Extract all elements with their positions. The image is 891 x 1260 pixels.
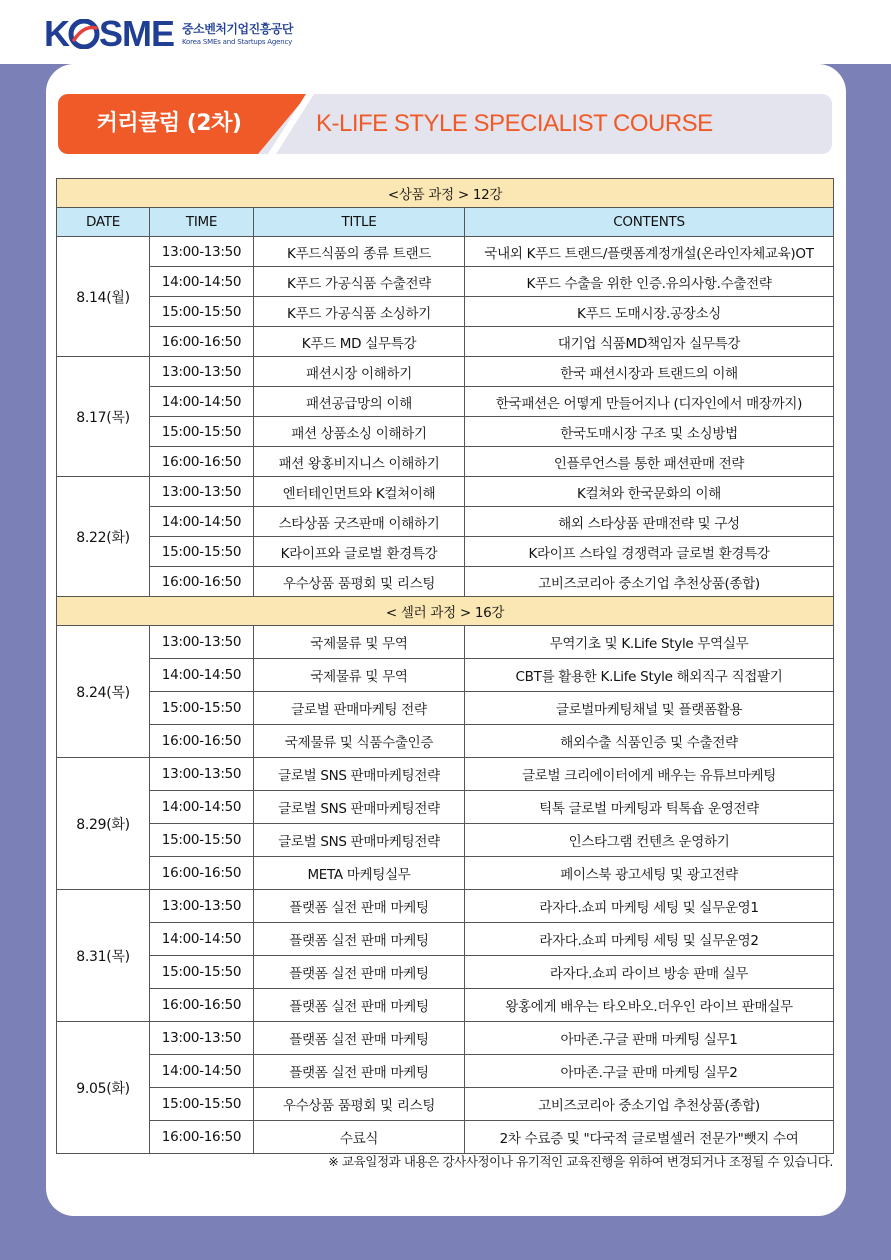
contents-cell: 틱톡 글로벌 마케팅과 틱톡숍 운영전략 [465,791,834,824]
section-heading: <상품 과정 > 12강 [57,179,834,208]
contents-cell: 고비즈코리아 중소기업 추천상품(종합) [465,1088,834,1121]
title-cell: 플랫폼 실전 판매 마케팅 [254,923,465,956]
time-cell: 16:00-16:50 [150,447,254,477]
table-row [57,447,834,477]
time-cell: 14:00-14:50 [150,507,254,537]
contents-cell: 한국 패션시장과 트랜드의 이해 [465,357,834,387]
logo-org-korean: 중소벤처기업진흥공단 [182,21,293,36]
contents-cell: 고비즈코리아 중소기업 추천상품(종합) [465,567,834,597]
title-cell: 국제물류 및 무역 [254,626,465,659]
table-row [57,477,834,507]
contents-cell: 인스타그램 컨텐츠 운영하기 [465,824,834,857]
title-cell: K푸드 MD 실무특강 [254,327,465,357]
time-cell: 13:00-13:50 [150,626,254,659]
time-cell: 13:00-13:50 [150,890,254,923]
title-cell: 패션 왕홍비지니스 이해하기 [254,447,465,477]
title-cell: 패션시장 이해하기 [254,357,465,387]
time-cell: 15:00-15:50 [150,417,254,447]
title-cell: 우수상품 품평회 및 리스팅 [254,1088,465,1121]
time-cell: 13:00-13:50 [150,477,254,507]
table-row [57,989,834,1022]
table-row [57,659,834,692]
date-cell: 8.29(화) [57,758,150,890]
contents-cell: 라자다.쇼피 마케팅 세팅 및 실무운영1 [465,890,834,923]
table-row [57,1121,834,1154]
contents-cell: 아마존.구글 판매 마케팅 실무1 [465,1022,834,1055]
contents-cell: 페이스북 광고세팅 및 광고전략 [465,857,834,890]
time-cell: 13:00-13:50 [150,237,254,267]
banner-label: 커리큘럼 (2차) [96,111,242,136]
time-cell: 15:00-15:50 [150,297,254,327]
time-cell: 13:00-13:50 [150,357,254,387]
table-row [57,237,834,267]
section-heading-row [57,179,834,208]
section-heading-row [57,597,834,626]
logo-wordmark-left: K [44,13,69,54]
title-cell: 스타상품 굿즈판매 이해하기 [254,507,465,537]
title-cell: 플랫폼 실전 판매 마케팅 [254,989,465,1022]
contents-cell: 해외 스타상품 판매전략 및 구성 [465,507,834,537]
contents-cell: 2차 수료증 및 "다국적 글로벌셀러 전문가"뺏지 수여 [465,1121,834,1154]
table-row [57,327,834,357]
time-cell: 16:00-16:50 [150,725,254,758]
table-row [57,692,834,725]
contents-cell: 무역기초 및 K.Life Style 무역실무 [465,626,834,659]
contents-cell: K푸드 도매시장.공장소싱 [465,297,834,327]
table-row [57,758,834,791]
title-cell: 패션 상품소싱 이해하기 [254,417,465,447]
table-row [57,387,834,417]
contents-cell: 한국도매시장 구조 및 소싱방법 [465,417,834,447]
time-cell: 14:00-14:50 [150,791,254,824]
table-row [57,357,834,387]
kosme-logo [44,14,293,54]
title-cell: 수료식 [254,1121,465,1154]
table-row [57,791,834,824]
logo-wordmark-right: SME [99,13,175,54]
table-row [57,267,834,297]
contents-cell: 글로벌마케팅채널 및 플랫폼활용 [465,692,834,725]
curriculum-banner [58,94,832,154]
table-row [57,1088,834,1121]
table-row [57,537,834,567]
date-cell: 8.14(월) [57,237,150,357]
time-cell: 13:00-13:50 [150,1022,254,1055]
column-header-title: TITLE [254,208,465,237]
contents-cell: 해외수출 식품인증 및 수출전략 [465,725,834,758]
table-row [57,1055,834,1088]
date-cell: 9.05(화) [57,1022,150,1154]
time-cell: 16:00-16:50 [150,567,254,597]
time-cell: 16:00-16:50 [150,857,254,890]
contents-cell: K라이프 스타일 경쟁력과 글로벌 환경특강 [465,537,834,567]
table-row [57,956,834,989]
title-cell: K푸드식품의 종류 트랜드 [254,237,465,267]
title-cell: 패션공급망의 이해 [254,387,465,417]
table-row [57,567,834,597]
title-cell: 플랫폼 실전 판매 마케팅 [254,890,465,923]
title-cell: 글로벌 SNS 판매마케팅전략 [254,758,465,791]
table-row [57,923,834,956]
date-cell: 8.22(화) [57,477,150,597]
title-cell: 엔터테인먼트와 K컬쳐이해 [254,477,465,507]
time-cell: 16:00-16:50 [150,1121,254,1154]
title-cell: 우수상품 품평회 및 리스팅 [254,567,465,597]
logo-org-english: Korea SMEs and Startups Agency [182,37,293,46]
time-cell: 13:00-13:50 [150,758,254,791]
table-row [57,626,834,659]
contents-cell: 대기업 식품MD책임자 실무특강 [465,327,834,357]
date-cell: 8.31(목) [57,890,150,1022]
time-cell: 14:00-14:50 [150,923,254,956]
title-cell: K푸드 가공식품 수출전략 [254,267,465,297]
time-cell: 15:00-15:50 [150,956,254,989]
contents-cell: 국내외 K푸드 트랜드/플랫폼계정개설(온라인자체교육)OT [465,237,834,267]
logo-globe-icon [68,19,100,49]
table-row [57,1022,834,1055]
contents-cell: 인플루언스를 통한 패션판매 전략 [465,447,834,477]
date-cell: 8.17(목) [57,357,150,477]
title-cell: 플랫폼 실전 판매 마케팅 [254,1022,465,1055]
table-row [57,297,834,327]
table-row [57,507,834,537]
table-row [57,417,834,447]
section-heading: < 셀러 과정 > 16강 [57,597,834,626]
top-bar [0,0,891,64]
time-cell: 15:00-15:50 [150,1088,254,1121]
table-row [57,725,834,758]
course-title: K-LIFE STYLE SPECIALIST COURSE [316,110,713,137]
contents-cell: 라자다.쇼피 라이브 방송 판매 실무 [465,956,834,989]
title-cell: 플랫폼 실전 판매 마케팅 [254,1055,465,1088]
contents-cell: 왕홍에게 배우는 타오바오.더우인 라이브 판매실무 [465,989,834,1022]
time-cell: 14:00-14:50 [150,267,254,297]
time-cell: 15:00-15:50 [150,692,254,725]
time-cell: 14:00-14:50 [150,387,254,417]
column-header-contents: CONTENTS [465,208,834,237]
schedule-table [56,178,834,1154]
date-cell: 8.24(목) [57,626,150,758]
time-cell: 14:00-14:50 [150,659,254,692]
title-cell: META 마케팅실무 [254,857,465,890]
title-cell: 국제물류 및 식품수출인증 [254,725,465,758]
table-row [57,824,834,857]
title-cell: 플랫폼 실전 판매 마케팅 [254,956,465,989]
title-cell: 글로벌 판매마케팅 전략 [254,692,465,725]
title-cell: 글로벌 SNS 판매마케팅전략 [254,791,465,824]
title-cell: 글로벌 SNS 판매마케팅전략 [254,824,465,857]
contents-cell: 글로벌 크리에이터에게 배우는 유튜브마케팅 [465,758,834,791]
time-cell: 16:00-16:50 [150,989,254,1022]
title-cell: K푸드 가공식품 소싱하기 [254,297,465,327]
contents-cell: 아마존.구글 판매 마케팅 실무2 [465,1055,834,1088]
time-cell: 15:00-15:50 [150,537,254,567]
time-cell: 15:00-15:50 [150,824,254,857]
contents-cell: CBT를 활용한 K.Life Style 해외직구 직접팔기 [465,659,834,692]
title-cell: 국제물류 및 무역 [254,659,465,692]
title-cell: K라이프와 글로벌 환경특강 [254,537,465,567]
table-row [57,890,834,923]
table-row [57,857,834,890]
schedule-footnote: ※ 교육일정과 내용은 강사사정이나 유기적인 교육진행을 위하여 변경되거나 조정될 수 있습니다. [328,1154,833,1169]
column-header-row [57,208,834,237]
contents-cell: K컬쳐와 한국문화의 이해 [465,477,834,507]
contents-cell: 한국패션은 어떻게 만들어지나 (디자인에서 매장까지) [465,387,834,417]
contents-cell: 라자다.쇼피 마케팅 세팅 및 실무운영2 [465,923,834,956]
column-header-time: TIME [150,208,254,237]
time-cell: 16:00-16:50 [150,327,254,357]
time-cell: 14:00-14:50 [150,1055,254,1088]
column-header-date: DATE [57,208,150,237]
contents-cell: K푸드 수출을 위한 인증.유의사항.수출전략 [465,267,834,297]
